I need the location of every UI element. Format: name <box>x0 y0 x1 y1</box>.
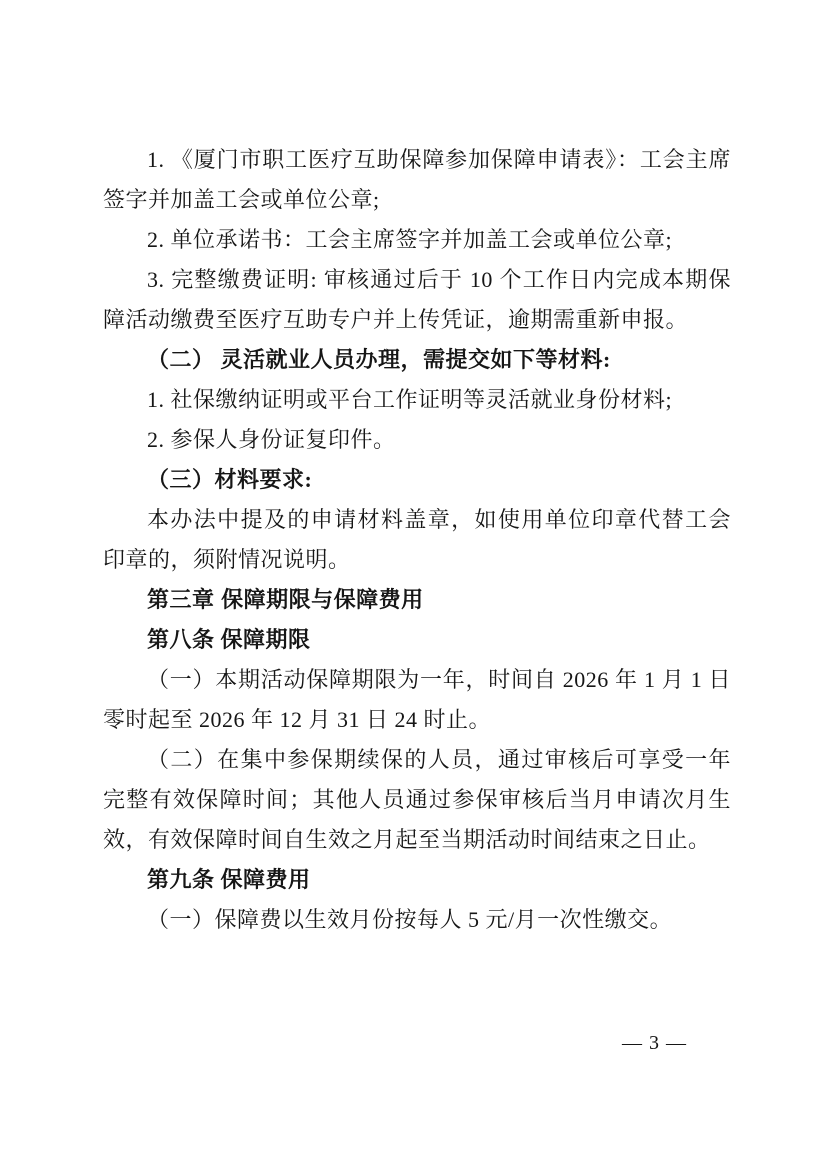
list-item-unit-material-1: 1. 《厦门市职工医疗互助保障参加保障申请表》：工会主席签字并加盖工会或单位公章; <box>103 147 731 212</box>
list-item-unit-material-3: 3. 完整缴费证明: 审核通过后于 10 个工作日内完成本期保障活动缴费至医疗互助专户并上传凭证，逾期需重新申报。 <box>103 267 731 332</box>
page-number: — 3 — <box>622 1032 687 1054</box>
article8-clause-1: （一）本期活动保障期限为一年，时间自 2026 年 1 月 1 日零时起至 2026 年 12 月 31 日 24 时止。 <box>103 667 731 732</box>
list-item-unit-material-2: 2. 单位承诺书：工会主席签字并加盖工会或单位公章; <box>147 227 673 252</box>
list-item-flexible-1: 1. 社保缴纳证明或平台工作证明等灵活就业身份材料; <box>147 387 673 412</box>
article9-title: 第九条 保障费用 <box>147 867 311 892</box>
article8-clause-2: （二）在集中参保期续保的人员，通过审核后可享受一年完整有效保障时间；其他人员通过参保审核后当月申请次月生效，有效保障时间自生效之月起至当期活动时间结束之日止。 <box>103 747 731 852</box>
subsection-heading-material-requirements: （三）材料要求: <box>147 467 313 492</box>
chapter-heading: 第三章 保障期限与保障费用 <box>147 587 424 612</box>
document-body <box>103 140 731 940</box>
paragraph-material-requirements: 本办法中提及的申请材料盖章，如使用单位印章代替工会印章的，须附情况说明。 <box>103 507 731 572</box>
article8-title: 第八条 保障期限 <box>147 627 311 652</box>
list-item-flexible-2: 2. 参保人身份证复印件。 <box>147 427 396 452</box>
subsection-heading-flexible-employment: （二） 灵活就业人员办理，需提交如下等材料: <box>147 347 611 372</box>
article9-clause-1: （一）保障费以生效月份按每人 5 元/月一次性缴交。 <box>147 907 673 932</box>
